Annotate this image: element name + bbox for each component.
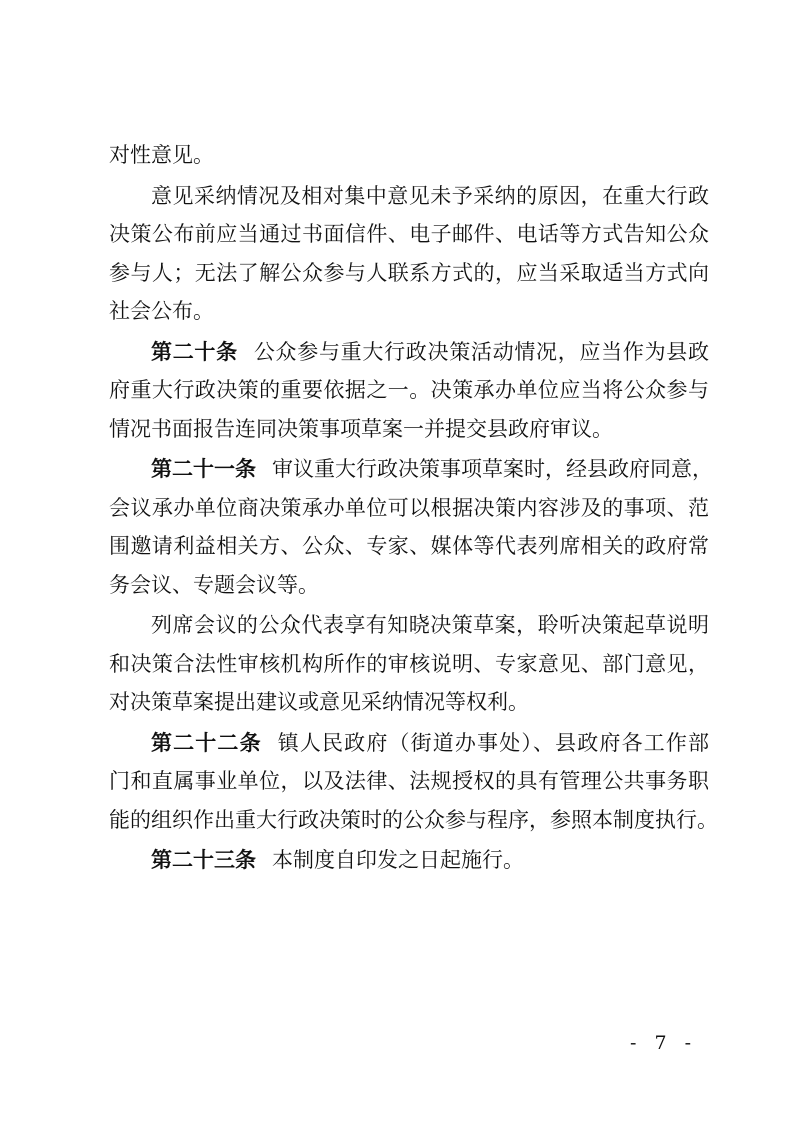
paragraph-line: 会议承办单位商决策承办单位可以根据决策内容涉及的事项、范: [109, 495, 709, 520]
article-20-text: 公众参与重大行政决策活动情况，应当作为县政: [253, 339, 710, 364]
paragraph-line: 意见采纳情况及相对集中意见未予采纳的原因，在重大行政: [151, 183, 709, 208]
paragraph-line: 和决策合法性审核机构所作的审核说明、专家意见、部门意见，: [109, 651, 709, 676]
article-21-text: 审议重大行政决策事项草案时，经县政府同意，: [272, 457, 713, 481]
paragraph-line: 务会议、专题会议等。: [109, 572, 319, 597]
paragraph-line: 围邀请利益相关方、公众、专家、媒体等代表列席相关的政府常: [109, 534, 709, 558]
paragraph-line: 门和直属事业单位，以及法律、法规授权的具有管理公共事务职: [109, 769, 709, 793]
paragraph-line: 参与人；无法了解公众参与人联系方式的，应当采取适当方式向: [109, 260, 709, 285]
paragraph-line: 情况书面报告连同决策事项草案一并提交县政府审议。: [109, 416, 613, 441]
article-21-label: 第二十一条: [151, 457, 256, 481]
article-22-label: 第二十二条: [151, 730, 262, 755]
article-20-label: 第二十条: [151, 339, 238, 364]
page-number: - 7 -: [629, 1032, 697, 1054]
paragraph-line: 府重大行政决策的重要依据之一。决策承办单位应当将公众参与: [109, 378, 709, 402]
article-23-line: [109, 841, 709, 880]
article-20-line: [109, 333, 709, 372]
article-23-label: 第二十三条: [151, 848, 256, 872]
paragraph-line: 能的组织作出重大行政决策时的公众参与程序，参照本制度执行。: [109, 807, 718, 832]
article-22-line: [109, 724, 709, 763]
article-21-line: [109, 450, 713, 489]
paragraph-line: 列席会议的公众代表享有知晓决策草案，聆听决策起草说明: [151, 613, 709, 637]
paragraph-line: 社会公布。: [109, 299, 214, 323]
paragraph-line: 决策公布前应当通过书面信件、电子邮件、电话等方式告知公众: [109, 222, 709, 246]
document-body: [109, 136, 718, 880]
paragraph-line: 对决策草案提出建议或意见采纳情况等权利。: [109, 690, 529, 714]
article-23-text: 本制度自印发之日起施行。: [272, 848, 524, 872]
article-22-text: 镇人民政府（街道办事处）、县政府各工作部: [277, 730, 710, 755]
paragraph-line: 对性意见。: [109, 143, 214, 167]
